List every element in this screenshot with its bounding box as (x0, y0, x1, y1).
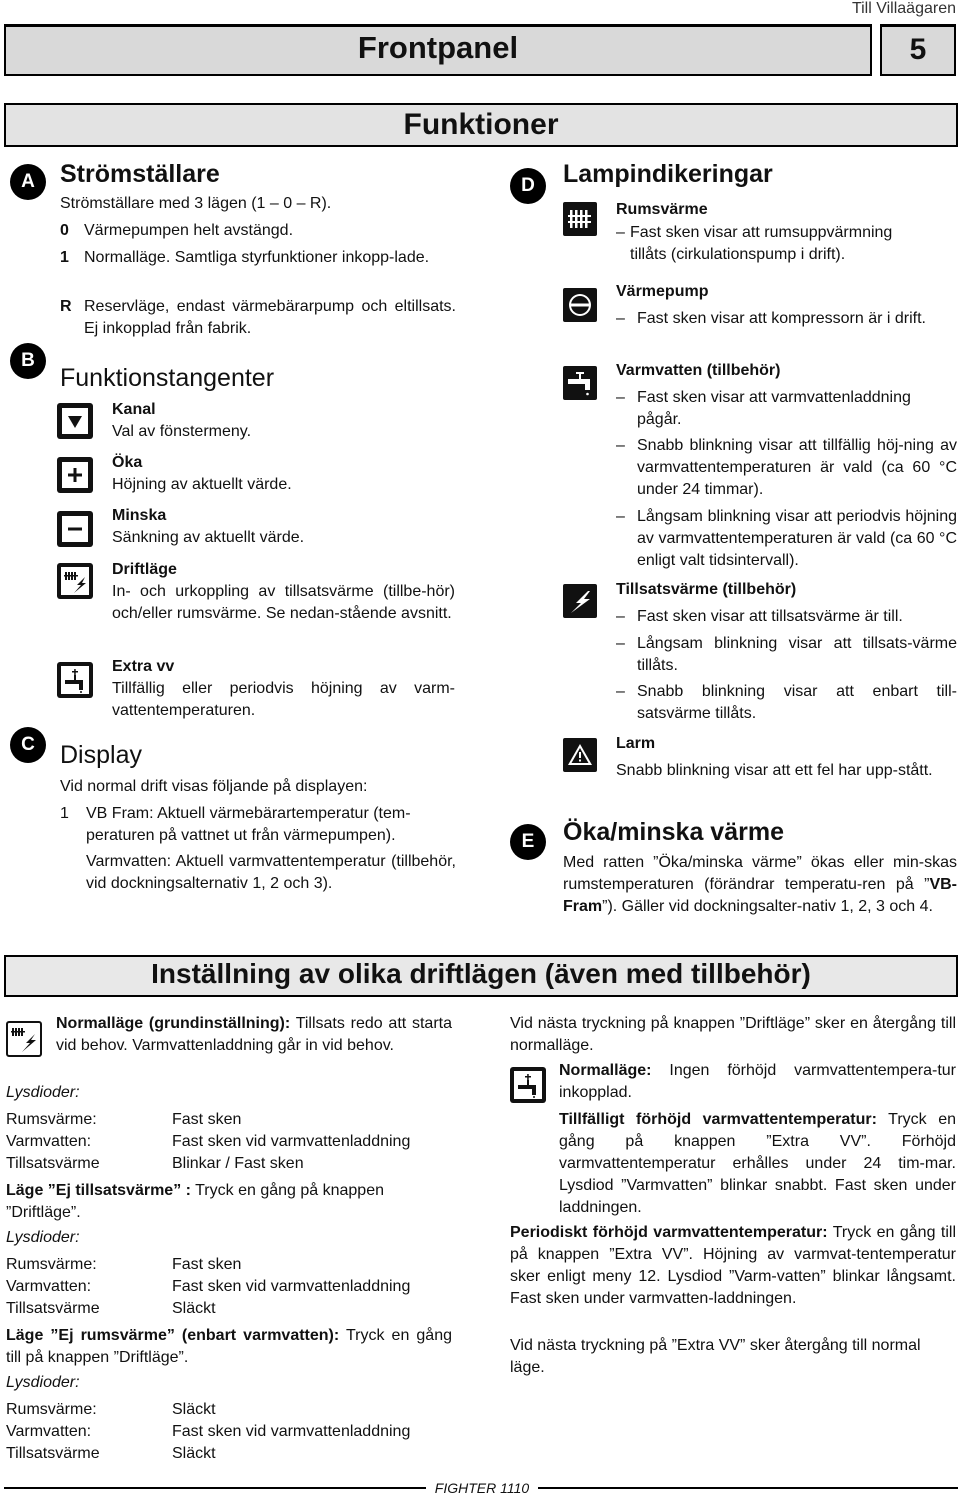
ej-tillsats-value-0: Fast sken (172, 1256, 242, 1273)
badge-b: B (10, 343, 46, 379)
normal-value-1: Fast sken vid varmvattenladdning (172, 1133, 411, 1150)
bolt-icon (562, 583, 598, 619)
rumsvarme-dash: – (616, 224, 625, 241)
varmvatten-dash-2: – (616, 508, 625, 525)
plus-icon (57, 457, 93, 493)
page-number: 5 (880, 24, 956, 76)
badge-e: E (510, 824, 546, 860)
right-intro: Vid nästa tryckning på knappen ”Driftläge” sker en återgång till normalläge. (510, 1015, 956, 1054)
kanal-key[interactable] (57, 403, 93, 439)
page-title: Frontpanel (357, 30, 519, 65)
oka-key[interactable] (57, 457, 93, 493)
normallage-bold: Normalläge (grundinställning): (56, 1015, 291, 1032)
lampindikeringar-title: Lampindikeringar (563, 160, 773, 188)
ej-rums-text (6, 1325, 452, 1369)
periodiskt-bold: Periodiskt förhöjd varmvattentemperatur: (510, 1224, 828, 1241)
stromstallare-title: Strömställare (60, 160, 220, 188)
ej-tillsats-value-1: Fast sken vid varmvattenladdning (172, 1278, 411, 1295)
oka-minska-text-bold: VB-Fram (563, 876, 957, 915)
oka-minska-title: Öka/minska värme (563, 818, 784, 846)
varmvatten-label: Varmvatten (tillbehör) (616, 362, 781, 379)
oka-label: Öka (112, 454, 143, 471)
stromstallare-text-1: Normalläge. Samtliga styrfunktioner inkopp-lade. (84, 249, 430, 266)
tillfalligt-bold: Tillfälligt förhöjd varmvattentemperatur: (559, 1111, 877, 1128)
display-intro: Vid normal drift visas följande på displayen: (60, 778, 368, 795)
ej-rums-desc: Tryck en gång till på knappen ”Driftläge”. (6, 1327, 452, 1366)
varmepump-lamp (562, 287, 598, 323)
lysdioder-label-2: Lysdioder: (6, 1229, 80, 1246)
stromstallare-text-0: Värmepumpen helt avstängd. (84, 222, 294, 239)
ej-tillsats-desc: Tryck en gång på knappen ”Driftläge”. (6, 1182, 384, 1221)
funktionstangenter-title: Funktionstangenter (60, 364, 275, 392)
extra-vv-key[interactable] (57, 662, 93, 698)
normal-value-0: Fast sken (172, 1111, 242, 1128)
tillsatsvarme-line-2: Snabb blinkning visar att enbart till-satsvärme tillåts. (637, 683, 957, 722)
row-label-tillsats-2: Tillsatsvärme (6, 1300, 100, 1317)
normallage-vv-bold: Normalläge: (559, 1062, 652, 1079)
ej-rums-value-0: Släckt (172, 1401, 216, 1418)
varmepump-line-0: Fast sken visar att kompressorn är i drift. (637, 310, 926, 327)
varmvatten-dash-0: – (616, 389, 625, 406)
ej-rums-value-2: Släckt (172, 1445, 216, 1462)
stromstallare-text-r: Reservläge, endast värmebärarpump och eltillsats. Ej inkopplad från fabrik. (84, 298, 456, 337)
normallage-text (56, 1013, 452, 1057)
compressor-icon (562, 287, 598, 323)
tap-plus-icon (57, 662, 93, 698)
row-label-tillsats-1: Tillsatsvärme (6, 1155, 100, 1172)
minus-icon (57, 511, 93, 547)
normallage-desc: Tillsats redo att starta vid behov. Varmvattenladdning går in vid behov. (56, 1015, 453, 1054)
final-text: Vid nästa tryckning på ”Extra VV” sker återgång till normal läge. (510, 1337, 921, 1376)
varmvatten-dash-1: – (616, 437, 625, 454)
oka-minska-text (563, 852, 957, 918)
kanal-desc: Val av fönstermeny. (112, 423, 252, 440)
warning-icon (562, 737, 598, 773)
tillsatsvarme-line-1: Långsam blinkning visar att tillsats-värme tillåts. (637, 635, 957, 674)
row-label-rumsvarme-2: Rumsvärme: (6, 1256, 97, 1273)
top-right-label: Till Villaägaren (851, 0, 956, 17)
tillfalligt-desc: Tryck en gång på knappen ”Extra VV”. Förhöjd varmvattentemperatur erhålles under 24 tim-mar. Lysdiod ”Varmvatten” blinkar snabbt. Fast sken under laddningen. (559, 1111, 956, 1216)
kanal-label: Kanal (112, 401, 156, 418)
display-item-2: Varmvatten: Aktuell varmvattentemperatur (tillbehör, vid dockningsalternativ 1, 2 och 3). (86, 853, 456, 892)
larm-label: Larm (616, 735, 656, 752)
tap-icon (562, 365, 598, 401)
extra-vv-desc: Tillfällig eller periodvis höjning av varm-vattentemperaturen. (112, 680, 455, 719)
minska-desc: Sänkning av aktuellt värde. (112, 529, 305, 546)
badge-c: C (10, 727, 46, 763)
installning-title: Inställning av olika driftlägen (även med tillbehör) (151, 958, 811, 989)
minska-key[interactable] (57, 511, 93, 547)
rumsvarme-lamp (562, 201, 598, 237)
driftlage-desc: In- och urkoppling av tillsatsvärme (tillbe-hör) och/eller rumsvärme. Se nedan-stående avsnitt. (112, 583, 455, 622)
ej-tillsats-bold: Läge ”Ej tillsatsvärme” : (6, 1182, 191, 1199)
badge-d: D (510, 168, 546, 204)
row-label-rumsvarme-3: Rumsvärme: (6, 1401, 97, 1418)
row-label-varmvatten-3: Varmvatten: (6, 1423, 92, 1440)
arrow-down-icon (57, 403, 93, 439)
varmepump-label: Värmepump (616, 283, 709, 300)
varmvatten-line-0: Fast sken visar att varmvattenladdning pågår. (637, 389, 911, 428)
ej-tillsats-value-2: Släckt (172, 1300, 216, 1317)
varmvatten-line-2: Långsam blinkning visar att periodvis höjning av varmvattentemperaturen är vald (ca 60 °C enligt valt tidsintervall). (637, 508, 957, 569)
badge-a: A (10, 164, 46, 200)
radiator-icon (562, 201, 598, 237)
oka-minska-text-b: ”). Gäller vid dockningsalter-nativ 1, 2, 3 och 4. (602, 898, 933, 915)
display-title: Display (60, 741, 142, 769)
display-item-1: VB Fram: Aktuell värmebärartemperatur (tem-peraturen på vattnet ut från värmepumpen). (86, 805, 411, 844)
stromstallare-key-0: 0 (60, 222, 69, 239)
stromstallare-intro: Strömställare med 3 lägen (1 – 0 – R). (60, 195, 332, 212)
extra-vv-mode-icon (510, 1067, 546, 1103)
ej-tillsats-text (6, 1180, 452, 1224)
periodiskt-desc: Tryck en gång till på knappen ”Extra VV”. Höjning av varmvat-tentemperatur sker enligt meny 12. Lysdiod ”Varm-vatten” blinkar långsamt. Fast sken under varmvatten-laddningen. (510, 1224, 957, 1307)
periodiskt-text (510, 1222, 956, 1310)
driftlage-mode-icon (6, 1021, 42, 1057)
tillsatsvarme-dash-2: – (616, 683, 625, 700)
row-label-tillsats-3: Tillsatsvärme (6, 1445, 100, 1462)
stromstallare-key-1: 1 (60, 249, 69, 266)
ej-rums-value-1: Fast sken vid varmvattenladdning (172, 1423, 411, 1440)
varmvatten-lamp (562, 365, 598, 401)
extra-vv-label: Extra vv (112, 658, 175, 675)
minska-label: Minska (112, 507, 167, 524)
tap-plus-icon (510, 1067, 546, 1103)
stromstallare-key-r: R (60, 298, 72, 315)
driftlage-label: Driftläge (112, 561, 177, 578)
normallage-vv-desc: Ingen förhöjd varmvattentempera-tur inkopplad. (559, 1062, 956, 1101)
rumsvarme-line-0: Fast sken visar att rumsuppvärmning tillåts (cirkulationspump i drift). (630, 224, 893, 263)
lysdioder-label-3: Lysdioder: (6, 1374, 80, 1391)
driftlage-key[interactable] (57, 563, 93, 599)
larm-text: Snabb blinkning visar att ett fel har upp-stått. (616, 762, 933, 779)
radiator-bolt-icon (57, 563, 93, 599)
tillsatsvarme-lamp (562, 583, 598, 619)
normallage-vv-text (559, 1060, 956, 1104)
radiator-bolt-icon (8, 1023, 40, 1055)
normal-value-2: Blinkar / Fast sken (172, 1155, 304, 1172)
tillsatsvarme-dash-1: – (616, 635, 625, 652)
tillfalligt-text (559, 1109, 956, 1219)
display-number: 1 (60, 805, 69, 822)
oka-minska-text-a: Med ratten ”Öka/minska värme” ökas eller min-skas rumstemperaturen (förändrar temperatu-ren på ” (563, 854, 957, 893)
row-label-varmvatten-2: Varmvatten: (6, 1278, 92, 1295)
tillsatsvarme-line-0: Fast sken visar att tillsatsvärme är till. (637, 608, 903, 625)
tillsatsvarme-label: Tillsatsvärme (tillbehör) (616, 581, 797, 598)
section-title: Funktioner (403, 108, 559, 141)
row-label-varmvatten-1: Varmvatten: (6, 1133, 92, 1150)
oka-desc: Höjning av aktuellt värde. (112, 476, 292, 493)
larm-lamp (562, 737, 598, 773)
varmepump-dash: – (616, 310, 625, 327)
ej-rums-bold: Läge ”Ej rumsvärme” (enbart varmvatten): (6, 1327, 340, 1344)
tillsatsvarme-dash-0: – (616, 608, 625, 625)
rumsvarme-label: Rumsvärme (616, 201, 708, 218)
varmvatten-line-1: Snabb blinkning visar att tillfällig höj-ning av varmvattentemperaturen är vald (ca 60 °C under 24 timmar). (637, 437, 957, 498)
lysdioder-label-1: Lysdioder: (6, 1084, 80, 1101)
row-label-rumsvarme-1: Rumsvärme: (6, 1111, 97, 1128)
footer-model: FIGHTER 1110 (426, 1480, 538, 1496)
